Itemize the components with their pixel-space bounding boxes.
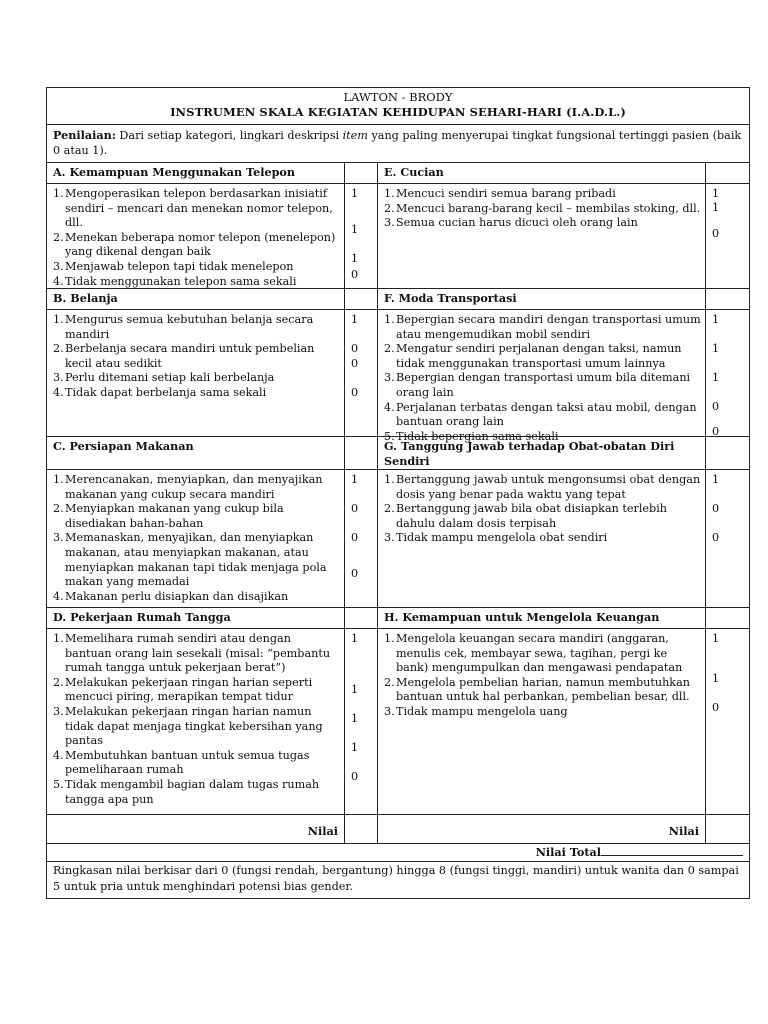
score-header-empty bbox=[706, 289, 749, 310]
score-value[interactable]: 1 bbox=[712, 473, 720, 486]
list-item[interactable] bbox=[53, 473, 340, 502]
nilai-score-left[interactable] bbox=[345, 815, 378, 844]
category-title: G. Tanggung Jawab terhadap Obat-obatan Diri Sendiri bbox=[378, 437, 706, 470]
score-value[interactable]: 1 bbox=[351, 473, 359, 486]
item-number: 2. bbox=[384, 201, 395, 215]
score-value[interactable]: 0 bbox=[351, 386, 359, 399]
nilai-label-right: Nilai bbox=[378, 815, 706, 844]
item-number: 2. bbox=[53, 502, 64, 516]
item-text: Tidak menggunakan telepon sama sekali bbox=[65, 274, 297, 288]
category-grid bbox=[47, 163, 749, 844]
score-value[interactable]: 1 bbox=[351, 632, 359, 645]
item-number: 4. bbox=[384, 400, 395, 414]
list-item[interactable] bbox=[384, 187, 701, 202]
score-column bbox=[706, 470, 749, 608]
item-text: Merencanakan, menyiapkan, dan menyajikan makanan yang cukup secara mandiri bbox=[65, 473, 323, 501]
score-value[interactable]: 0 bbox=[351, 268, 359, 281]
item-text: Menyiapkan makanan yang cukup bila disediakan bahan-bahan bbox=[65, 502, 284, 530]
list-item[interactable] bbox=[53, 590, 340, 605]
category-title: D. Pekerjaan Rumah Tangga bbox=[47, 608, 345, 629]
item-number: 1. bbox=[53, 473, 64, 486]
item-number: 3. bbox=[384, 704, 395, 718]
list-item[interactable] bbox=[53, 187, 340, 231]
score-value[interactable]: 0 bbox=[351, 531, 359, 544]
score-summary: Ringkasan nilai berkisar dari 0 (fungsi rendah, bergantung) hingga 8 (fungsi tinggi, mandiri) untuk wanita dan 0 sampai 5 untuk pria untuk menghindari potensi bias gender. bbox=[53, 864, 739, 893]
score-column bbox=[345, 184, 378, 289]
list-item[interactable] bbox=[53, 676, 340, 705]
instructions-text-1: Dari setiap kategori, lingkari deskripsi bbox=[115, 129, 343, 142]
iadl-form bbox=[46, 87, 750, 899]
item-number: 3. bbox=[53, 371, 64, 385]
score-header-empty bbox=[706, 163, 749, 184]
score-value[interactable]: 0 bbox=[712, 227, 720, 240]
item-text: Melakukan pekerjaan ringan harian namun tidak dapat menjaga tingkat kebersihan yang pantas bbox=[65, 704, 323, 748]
instructions-italic: item bbox=[342, 129, 368, 142]
form-header bbox=[47, 88, 749, 125]
item-text: Menjawab telepon tapi tidak menelepon bbox=[65, 259, 294, 273]
item-text: Mengatur sendiri perjalanan dengan taksi, namun tidak menggunakan transportasi umum lainnya bbox=[396, 342, 682, 370]
item-number: 4. bbox=[53, 589, 64, 603]
score-header-empty bbox=[706, 437, 749, 470]
score-value[interactable]: 0 bbox=[351, 770, 359, 783]
item-text: Mengelola pembelian harian, namun membutuhkan bantuan untuk hal perbankan, pembelian besar, dll. bbox=[396, 675, 690, 704]
list-item[interactable] bbox=[384, 632, 701, 676]
item-number: 3. bbox=[53, 531, 64, 545]
item-text: Mencuci sendiri semua barang pribadi bbox=[396, 187, 616, 200]
category-title: A. Kemampuan Menggunakan Telepon bbox=[47, 163, 345, 184]
score-value[interactable]: 1 bbox=[351, 683, 359, 696]
score-header-empty bbox=[706, 608, 749, 629]
score-value[interactable]: 1 bbox=[351, 313, 359, 326]
item-text: Memanaskan, menyajikan, dan menyiapkan makanan, atau menyiapkan makanan, atau menyiapkan makanan tapi tidak menjaga pola makan yang memadai bbox=[65, 531, 327, 589]
item-text: Menekan beberapa nomor telepon (menelepon) yang dikenal dengan baik bbox=[65, 230, 336, 259]
score-value[interactable]: 1 bbox=[712, 371, 720, 384]
score-column bbox=[345, 310, 378, 437]
list-item[interactable] bbox=[384, 502, 701, 531]
list-item[interactable] bbox=[53, 275, 340, 290]
item-number: 3. bbox=[384, 371, 395, 385]
item-text: Tidak mengambil bagian dalam tugas rumah tangga apa pun bbox=[65, 777, 320, 806]
category-items bbox=[47, 470, 345, 608]
item-text: Mencuci barang-barang kecil – membilas stoking, dll. bbox=[396, 201, 701, 215]
list-item[interactable] bbox=[384, 676, 701, 705]
category-title: E. Cucian bbox=[378, 163, 706, 184]
category-items bbox=[47, 310, 345, 437]
score-value[interactable]: 0 bbox=[712, 400, 720, 413]
item-number: 2. bbox=[53, 675, 64, 689]
score-value[interactable]: 0 bbox=[712, 502, 720, 515]
category-items bbox=[378, 184, 706, 289]
item-text: Makanan perlu disiapkan dan disajikan bbox=[65, 589, 289, 603]
assessment-instructions bbox=[47, 125, 749, 163]
score-value[interactable]: 1 bbox=[351, 741, 359, 754]
category-title: F. Moda Transportasi bbox=[378, 289, 706, 310]
score-column bbox=[706, 629, 749, 815]
score-header-empty bbox=[345, 437, 378, 470]
item-number: 2. bbox=[384, 502, 395, 516]
item-text: Semua cucian harus dicuci oleh orang lain bbox=[396, 216, 638, 230]
score-column bbox=[706, 310, 749, 437]
score-column bbox=[345, 470, 378, 608]
nilai-label-left: Nilai bbox=[47, 815, 345, 844]
item-number: 3. bbox=[384, 216, 395, 230]
item-number: 4. bbox=[53, 274, 64, 288]
item-text: Perlu ditemani setiap kali berbelanja bbox=[65, 371, 275, 385]
score-value[interactable]: 0 bbox=[712, 425, 720, 438]
score-value[interactable]: 0 bbox=[351, 502, 359, 515]
total-score-row bbox=[47, 844, 749, 862]
list-item[interactable] bbox=[53, 705, 340, 749]
form-title-2: INSTRUMEN SKALA KEGIATAN KEHIDUPAN SEHARI-HARI (I.A.D.L.) bbox=[170, 105, 626, 119]
item-number: 2. bbox=[53, 230, 64, 244]
list-item[interactable] bbox=[384, 371, 701, 400]
list-item[interactable] bbox=[53, 502, 340, 531]
list-item[interactable] bbox=[53, 778, 340, 807]
item-number: 1. bbox=[384, 187, 395, 200]
item-text: Bertanggung jawab bila obat disiapkan terlebih dahulu dalam dosis terpisah bbox=[396, 502, 667, 530]
score-value[interactable]: 1 bbox=[351, 252, 359, 265]
score-value[interactable]: 1 bbox=[712, 632, 720, 645]
nilai-score-right[interactable] bbox=[706, 815, 749, 844]
item-number: 3. bbox=[53, 704, 64, 718]
score-value[interactable]: 0 bbox=[351, 342, 359, 355]
total-blank-line[interactable] bbox=[601, 845, 743, 856]
total-label: Nilai Total bbox=[535, 845, 601, 859]
item-number: 2. bbox=[53, 342, 64, 356]
category-title: B. Belanja bbox=[47, 289, 345, 310]
item-number: 4. bbox=[53, 748, 64, 762]
list-item[interactable] bbox=[384, 202, 701, 217]
instructions-label: Penilaian: bbox=[53, 128, 116, 142]
score-column bbox=[345, 629, 378, 815]
item-text: Perjalanan terbatas dengan taksi atau mobil, dengan bantuan orang lain bbox=[396, 400, 697, 429]
score-value[interactable]: 1 bbox=[351, 187, 359, 200]
list-item[interactable] bbox=[53, 386, 340, 401]
score-value[interactable]: 1 bbox=[712, 672, 720, 685]
category-items bbox=[378, 310, 706, 443]
item-number: 3. bbox=[53, 259, 64, 273]
item-text: Mengoperasikan telepon berdasarkan inisiatif sendiri – mencari dan menekan nomor telepon, dll. bbox=[65, 187, 333, 230]
score-value[interactable]: 0 bbox=[351, 567, 359, 580]
list-item[interactable] bbox=[53, 260, 340, 275]
instructions-text-2: yang paling menyerupai tingkat fungsional tertinggi pasien (baik 0 atau 1). bbox=[53, 129, 742, 157]
list-item[interactable] bbox=[53, 371, 340, 386]
category-items bbox=[47, 629, 345, 815]
item-text: Mengelola keuangan secara mandiri (anggaran, menulis cek, membayar sewa, tagihan, pergi ke bank) mengumpulkan dan mengawasi pendapatan bbox=[396, 632, 683, 675]
item-text: Bepergian dengan transportasi umum bila ditemani orang lain bbox=[396, 371, 691, 399]
category-title: H. Kemampuan untuk Mengelola Keuangan bbox=[378, 608, 706, 629]
score-header-empty bbox=[345, 163, 378, 184]
score-column bbox=[706, 184, 749, 289]
score-value[interactable]: 1 bbox=[351, 223, 359, 236]
score-value[interactable]: 0 bbox=[351, 357, 359, 370]
list-item[interactable] bbox=[384, 216, 701, 231]
list-item[interactable] bbox=[53, 313, 340, 342]
list-item[interactable] bbox=[53, 749, 340, 778]
item-text: Tidak mampu mengelola obat sendiri bbox=[396, 531, 608, 545]
category-items bbox=[47, 184, 345, 289]
list-item[interactable] bbox=[53, 231, 340, 260]
item-text: Tidak dapat berbelanja sama sekali bbox=[65, 385, 267, 399]
list-item[interactable] bbox=[384, 342, 701, 371]
score-value[interactable]: 0 bbox=[712, 701, 720, 714]
form-title-1: LAWTON - BRODY bbox=[343, 90, 453, 104]
item-number: 5. bbox=[384, 429, 395, 443]
score-header-empty bbox=[345, 289, 378, 310]
item-number: 1. bbox=[384, 313, 395, 326]
category-title: C. Persiapan Makanan bbox=[47, 437, 345, 470]
list-item[interactable] bbox=[53, 531, 340, 589]
item-text: Tidak mampu mengelola uang bbox=[396, 704, 568, 718]
item-text: Mengurus semua kebutuhan belanja secara mandiri bbox=[65, 313, 314, 341]
item-text: Berbelanja secara mandiri untuk pembelian kecil atau sedikit bbox=[65, 342, 315, 370]
list-item[interactable] bbox=[384, 473, 701, 502]
item-number: 2. bbox=[384, 675, 395, 689]
list-item[interactable] bbox=[384, 313, 701, 342]
category-items bbox=[378, 470, 706, 608]
item-number: 2. bbox=[384, 342, 395, 356]
item-number: 4. bbox=[53, 385, 64, 399]
score-value[interactable]: 0 bbox=[712, 531, 720, 544]
item-number: 1. bbox=[384, 473, 395, 486]
list-item[interactable] bbox=[384, 531, 701, 546]
score-value[interactable]: 1 bbox=[712, 313, 720, 326]
list-item[interactable] bbox=[53, 632, 340, 676]
item-number: 1. bbox=[53, 187, 64, 200]
item-text: Bepergian secara mandiri dengan transportasi umum atau mengemudikan mobil sendiri bbox=[396, 313, 701, 341]
item-number: 5. bbox=[53, 777, 64, 791]
score-value[interactable]: 1 bbox=[712, 201, 720, 214]
item-text: Membutuhkan bantuan untuk semua tugas pemeliharaan rumah bbox=[65, 748, 310, 777]
item-number: 1. bbox=[53, 313, 64, 326]
item-number: 3. bbox=[384, 531, 395, 545]
item-text: Melakukan pekerjaan ringan harian seperti mencuci piring, merapikan tempat tidur bbox=[65, 675, 313, 704]
score-value[interactable]: 1 bbox=[712, 342, 720, 355]
score-header-empty bbox=[345, 608, 378, 629]
list-item[interactable] bbox=[384, 705, 701, 720]
score-value[interactable]: 1 bbox=[712, 187, 720, 200]
score-value[interactable]: 1 bbox=[351, 712, 359, 725]
category-items bbox=[378, 629, 706, 815]
list-item[interactable] bbox=[384, 401, 701, 430]
item-number: 1. bbox=[53, 632, 64, 645]
item-number: 1. bbox=[384, 632, 395, 645]
list-item[interactable] bbox=[53, 342, 340, 371]
item-text: Tidak bepergian sama sekali bbox=[396, 429, 559, 443]
item-text: Memelihara rumah sendiri atau dengan bantuan orang lain sesekali (misal: “pembantu rumah tangga untuk pekerjaan berat”) bbox=[65, 632, 331, 675]
item-text: Bertanggung jawab untuk mengonsumsi obat dengan dosis yang benar pada waktu yang tepat bbox=[396, 473, 701, 501]
